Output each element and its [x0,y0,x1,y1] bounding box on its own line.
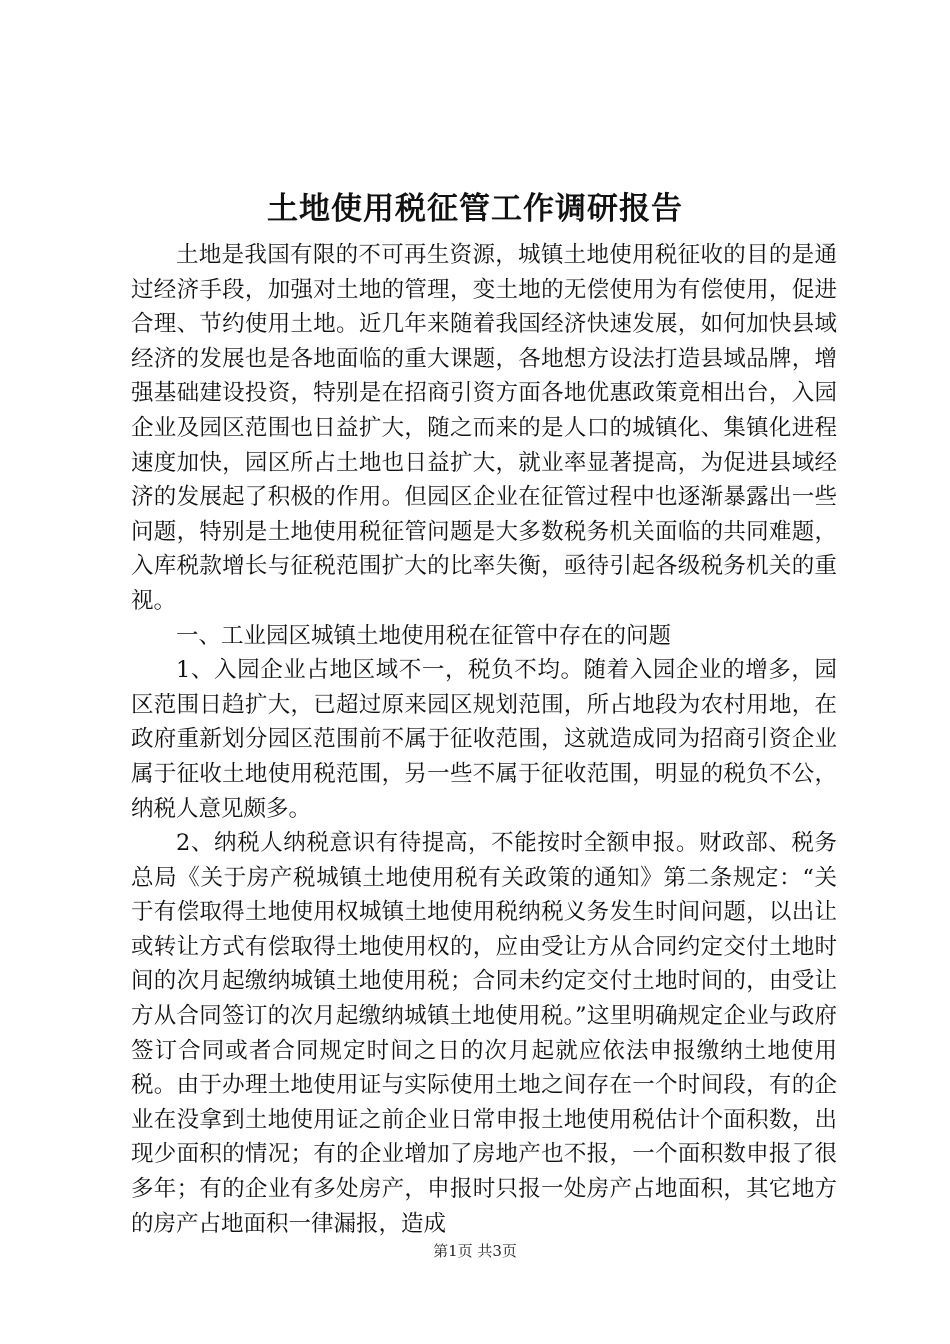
document-body [131,238,837,1241]
document-title: 土地使用税征管工作调研报告 [267,191,683,227]
paragraph-intro: 土地是我国有限的不可再生资源，城镇土地使用税征收的目的是通过经济手段，加强对土地的管理，变土地的无偿使用为有偿使用，促进合理、节约使用土地。近几年来随着我国经济快速发展，如何加快县域经济的发展也是各地面临的重大课题，各地想方设法打造县域品牌，增强基础建设投资，特别是在招商引资方面各地优惠政策竟相出台，入园企业及园区范围也日益扩大，随之而来的是人口的城镇化、集镇化进程速度加快，园区所占土地也日益扩大，就业率显著提高，为促进县域经济的发展起了积极的作用。但园区企业在征管过程中也逐渐暴露出一些问题，特别是土地使用税征管问题是大多数税务机关面临的共同难题，入库税款增长与征税范围扩大的比率失衡，亟待引起各级税务机关的重视。 [131,242,837,614]
paragraph-point-1: 1、入园企业占地区域不一，税负不均。随着入园企业的增多，园区范围日趋扩大，已超过原来园区规划范围，所占地段为农村用地，在政府重新划分园区范围前不属于征收范围，这就造成同为招商引资企业属于征收土地使用税范围，另一些不属于征收范围，明显的税负不公，纳税人意见颇多。 [131,657,837,822]
section-heading: 一、工业园区城镇土地使用税在征管中存在的问题 [176,622,672,649]
paragraph-point-2: 2、纳税人纳税意识有待提高，不能按时全额申报。财政部、税务总局《关于房产税城镇土地使用税有关政策的通知》第二条规定：“关于有偿取得土地使用权城镇土地使用税纳税义务发生时间问题，以出让或转让方式有偿取得土地使用权的，应由受让方从合同约定交付土地时间的次月起缴纳城镇土地使用税；合同未约定交付土地时间的，由受让方从合同签订的次月起缴纳城镇土地使用税。”这里明确规定企业与政府签订合同或者合同规定时间之日的次月起就应依法申报缴纳土地使用税。由于办理土地使用证与实际使用土地之间存在一个时间段，有的企业在没拿到土地使用证之前企业日常申报土地使用税估计个面积数，出现少面积的情况；有的企业增加了房地产也不报，一个面积数申报了很多年；有的企业有多处房产，申报时只报一处房产占地面积，其它地方的房产占地面积一律漏报，造成 [131,830,837,1237]
page-footer: 第1页 共3页 [433,1242,517,1260]
